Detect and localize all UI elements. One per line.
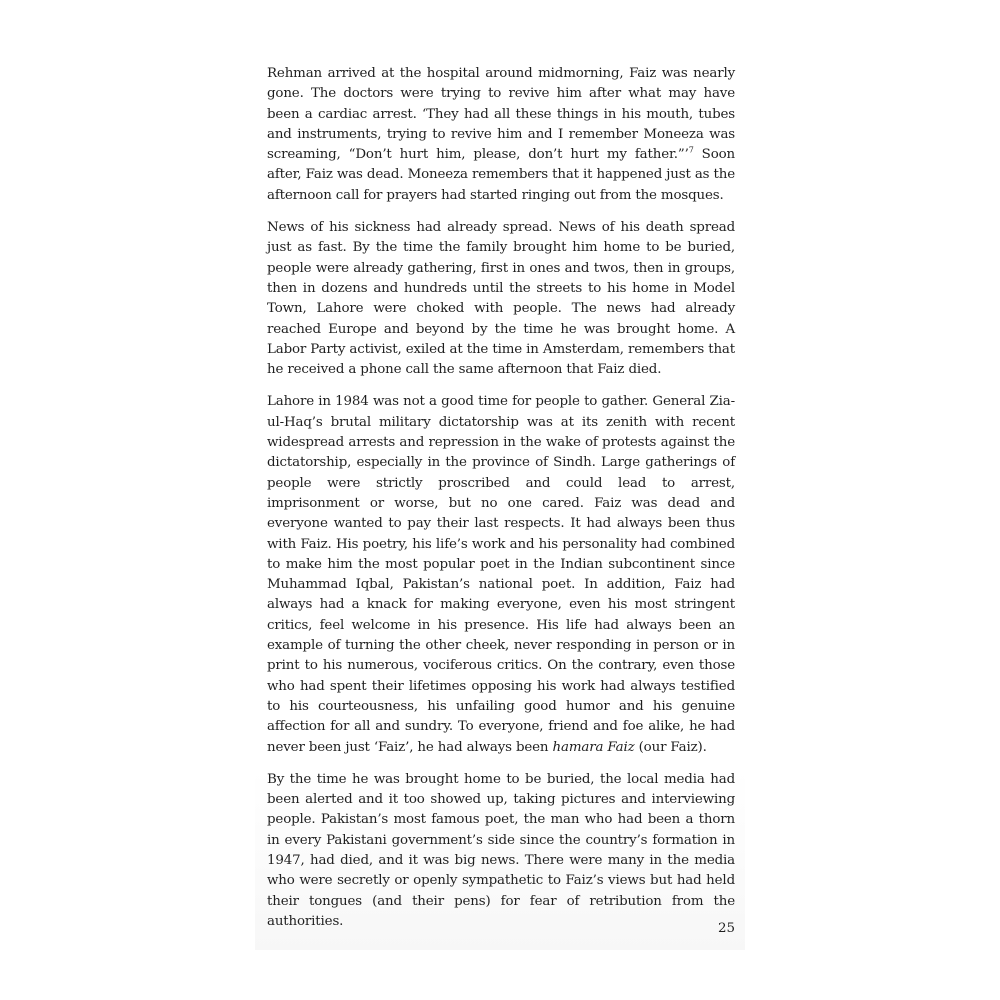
footnote-marker: 7	[688, 145, 694, 155]
paragraph-3-after: (our Faiz).	[634, 739, 707, 755]
paragraph-3-italic: hamara Faiz	[552, 739, 635, 755]
page-number: 25	[717, 921, 735, 936]
paragraph-1-text: Rehman arrived at the hospital around midmorning, Faiz was nearly gone. The doctors were trying to revive him after what may have been a cardiac arrest. ‘They had all these things in his mouth, tubes and instruments, trying to revive him and I remember Moneeza was screaming, “Don’t hurt him, please, don’t hurt my father.”’	[267, 66, 735, 163]
paragraph-4	[267, 770, 735, 932]
body-text	[267, 64, 735, 944]
paragraph-1	[267, 64, 735, 206]
paragraph-2-text: News of his sickness had already spread. News of his death spread just as fast. By the time the family brought him home to be buried, people were already gathering, first in ones and twos, then in groups, then in dozens and hundreds until the streets to his home in Model Town, Lahore were choked with people. The news had already reached Europe and beyond by the time he was brought home. A Labor Party activist, exiled at the time in Amsterdam, remembers that he received a phone call the same afternoon that Faiz died.	[267, 220, 735, 378]
paragraph-2	[267, 218, 735, 380]
paragraph-3-text: Lahore in 1984 was not a good time for people to gather. General Zia-ul-Haq’s brutal military dictatorship was at its zenith with recent widespread arrests and repression in the wake of protests against the dictatorship, especially in the province of Sindh. Large gatherings of people were strictly proscribed and could lead to arrest, imprisonment or worse, but no one cared. Faiz was dead and everyone wanted to pay their last respects. It had always been thus with Faiz. His poetry, his life’s work and his personality had combined to make him the most popular poet in the Indian subcontinent since Muhammad Iqbal, Pakistan’s national poet. In addition, Faiz had always had a knack for making everyone, even his most stringent critics, feel welcome in his presence. His life had always been an example of turning the other cheek, never responding in person or in print to his numerous, vociferous critics. On the contrary, even those who had spent their lifetimes opposing his work had always testified to his courteousness, his unfailing good humor and his genuine affection for all and sundry. To everyone, friend and foe alike, he had never been just ‘Faiz’, he had always been	[267, 394, 735, 755]
paragraph-4-text: By the time he was brought home to be buried, the local media had been alerted and it too showed up, taking pictures and interviewing people. Pakistan’s most famous poet, the man who had been a thorn in every Pakistani government’s side since the country’s formation in 1947, had died, and it was big news. There were many in the media who were secretly or openly sympathetic to Faiz’s views but had held their tongues (and their pens) for fear of retribution from the authorities.	[267, 771, 735, 929]
book-page	[255, 50, 745, 950]
paragraph-3	[267, 392, 735, 757]
paragraph-1-after: Soon after, Faiz was dead. Moneeza remembers that it happened just as the afternoon call for prayers had started ringing out from the mosques.	[267, 147, 735, 203]
